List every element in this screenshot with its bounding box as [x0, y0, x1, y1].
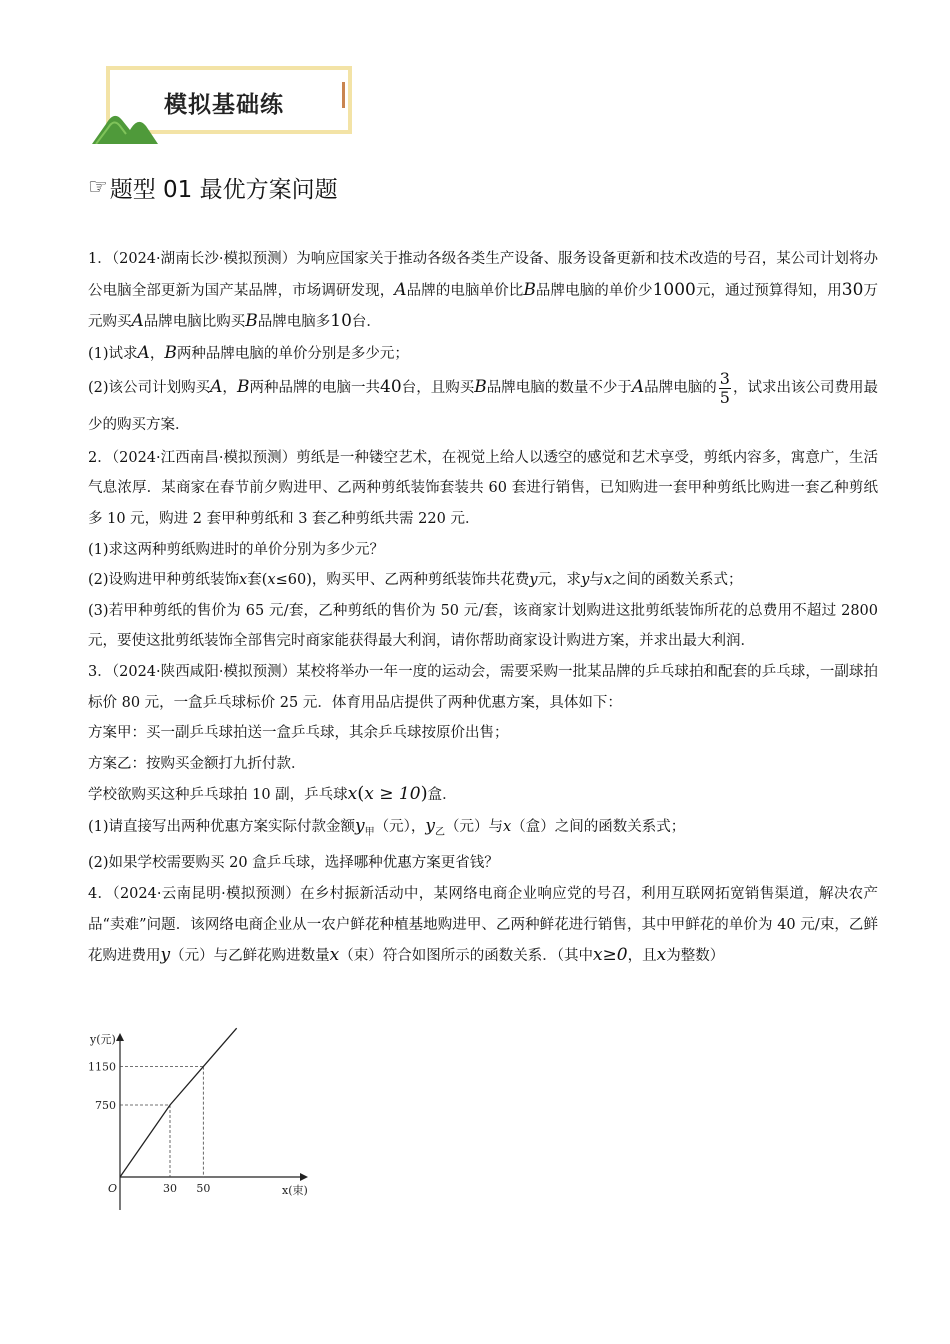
problem-content: [88, 244, 878, 972]
problem-2-question-2: (2)设购进甲种剪纸装饰x套(x≤60)，购买甲、乙两种剪纸装饰共花费y元，求y与x之间的函数关系式；: [88, 572, 743, 589]
x-axis-arrow: [300, 1173, 308, 1181]
y-axis-label: y(元): [90, 1033, 116, 1046]
hills-icon: [92, 102, 162, 144]
fraction-three-fifths: $\frac{3}{5}$: [719, 368, 730, 407]
problem-3-stem: 3．（2024·陕西咸阳·模拟预测）某校将举办一年一度的运动会，需要采购一批某品牌的乒乓球拍和配套的乒乓球，一副球拍标价 80 元，一盒乒乓球标价 25 元．体育用品店提供了两种优惠方案，具体如下：: [88, 664, 879, 711]
problem-2-stem: 2．（2024·江西南昌·模拟预测）剪纸是一种镂空艺术，在视觉上给人以透空的感觉和艺术享受，剪纸内容多，寓意广，生活气息浓厚．某商家在春节前夕购进甲、乙两种剪纸装饰套装共 60 套进行销售，已知购进一套甲种剪纸比购进一套乙种剪纸多 10 元，购进 2 套甲种剪纸和 3 套乙种剪纸共需 220 元．: [88, 449, 879, 528]
banner-accent-bar: [342, 82, 345, 108]
problem-1-stem: 1．（2024·湖南长沙·模拟预测）为响应国家关于推动各级各类生产设备、服务设备更新和技术改造的号召，某公司计划将办公电脑全部更新为国产某品牌，市场调研发现，A品牌的电脑单价比B品牌电脑的单价少1000元，通过预算得知，用30万元购买A品牌电脑比购买B品牌电脑多10台．: [88, 251, 879, 332]
problem-3-question-2: (2)如果学校需要购买 20 盒乒乓球，选择哪种优惠方案更省钱？: [88, 855, 499, 872]
y-axis-arrow: [116, 1033, 124, 1041]
section-heading: [88, 170, 338, 204]
problem-2-question-1: (1)求这两种剪纸购进时的单价分别为多少元？: [88, 541, 385, 558]
problem-1-question-2: (2)该公司计划购买A，B两种品牌的电脑一共40台，且购买B品牌电脑的数量不少于A品牌电脑的 $\frac{3}{5}$ ，试求出该公司费用最少的购买方案．: [88, 368, 879, 433]
section-banner: [92, 62, 358, 144]
y-tick-750: 750: [95, 1099, 116, 1112]
problem-4-stem: 4．（2024·云南昆明·模拟预测）在乡村振新活动中，某网络电商企业响应党的号召，利用互联网拓宽销售渠道，解决农产品“卖难”问题．该网络电商企业从一农户鲜花种植基地购进甲、乙两种鲜花进行销售，其中甲鲜花的单价为 40 元/束，乙鲜花购进费用y（元）与乙鲜花购进数量x（束）符合如图所示的函数关系．（其中x≥0，且x为整数）: [88, 886, 878, 966]
problem-3-question-1: (1)请直接写出两种优惠方案实际付款金额$y_甲$（元），$y_乙$（元）与x（盒）之间的函数关系式；: [88, 816, 686, 838]
problem-3-plan-a: 方案甲：买一副乒乓球拍送一盒乒乓球，其余乒乓球按原价出售；: [88, 725, 509, 742]
origin-label: O: [108, 1182, 118, 1195]
banner-title: 模拟基础练: [164, 92, 284, 118]
section-title: 题型 01 最优方案问题: [109, 176, 338, 203]
function-graph: [80, 1025, 320, 1220]
problem-2-question-3: (3)若甲种剪纸的售价为 65 元/套，乙种剪纸的售价为 50 元/套，该商家计划购进这批剪纸装饰所花的总费用不超过 2800 元，要使这批剪纸装饰全部售完时商家能获得最大利润，请你帮助商家设计购进方案，并求出最大利润．: [88, 602, 878, 650]
y-tick-1150: 1150: [88, 1060, 116, 1074]
series-line: [120, 1028, 237, 1177]
problem-3-purchase: 学校欲购买这种乒乓球拍 10 副，乒乓球x(x ≥ 10)盒．: [88, 783, 457, 805]
x-tick-30: 30: [163, 1182, 177, 1195]
x-tick-50: 50: [196, 1182, 211, 1195]
x-axis-label: x(束): [282, 1184, 308, 1197]
problem-3-plan-b: 方案乙：按购买金额打九折付款．: [88, 755, 306, 772]
problem-1-question-1: (1)试求A，B两种品牌电脑的单价分别是多少元；: [88, 342, 409, 363]
pointing-hand-icon: ☞: [88, 174, 108, 200]
